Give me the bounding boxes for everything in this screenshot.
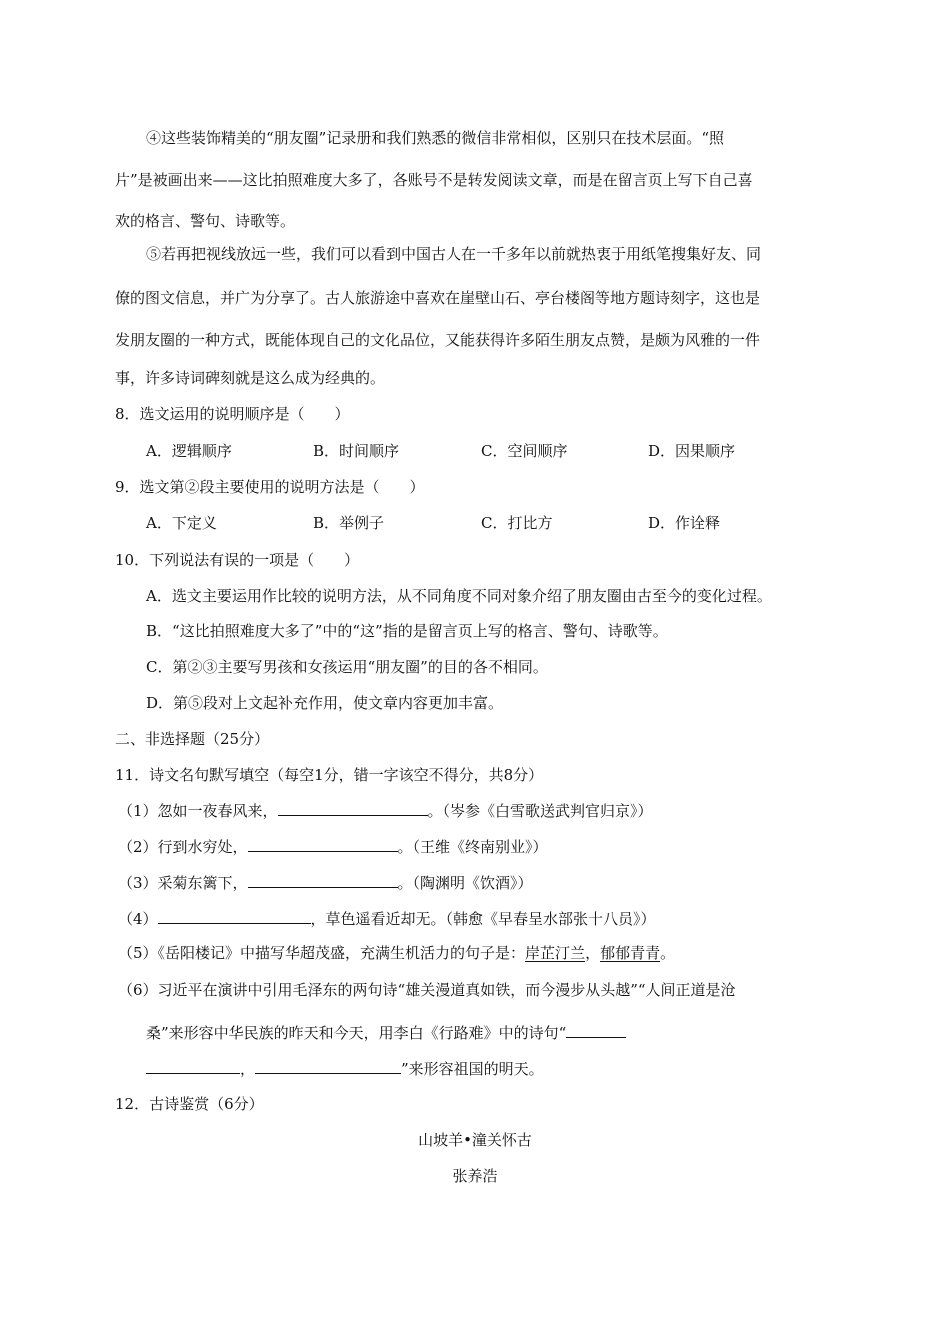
q11-item6-line1: （6）习近平在演讲中引用毛泽东的两句诗“雄关漫道真如铁，而今漫步从头越”“人间正道是沧 <box>118 981 736 999</box>
poem-title: 山坡羊•潼关怀古 <box>418 1131 532 1149</box>
q9-option-d: D．作诠释 <box>648 514 721 532</box>
q11-item5 <box>118 943 675 963</box>
passage-p4-line3: 欢的格言、警句、诗歌等。 <box>115 212 296 230</box>
q11-item4-suffix: ，草色遥看近却无。（韩愈《早春呈水部张十八员》） <box>310 910 656 928</box>
q12-stem: 12．古诗鉴赏（6分） <box>115 1095 264 1113</box>
q11-item5-answer1: 岸芷汀兰 <box>525 944 586 962</box>
section2-heading: 二、非选择题（25分） <box>115 730 270 748</box>
q9-stem: 9．选文第②段主要使用的说明方法是（ ） <box>115 478 425 496</box>
q10-option-c: C．第②③主要写男孩和女孩运用“朋友圈”的目的各不相同。 <box>146 658 548 676</box>
q11-item5-separator: ， <box>585 944 601 962</box>
q11-item1-blank[interactable] <box>278 800 428 816</box>
q11-item5-prefix: （5）《岳阳楼记》中描写华超茂盛，充满生机活力的句子是： <box>118 944 526 962</box>
q10-option-b: B．“这比拍照难度大多了”中的“这”指的是留言页上写的格言、警句、诗歌等。 <box>146 622 668 640</box>
q11-item2-prefix: （2）行到水穷处， <box>118 838 248 856</box>
passage-p5-line4: 事，许多诗词碑刻就是这么成为经典的。 <box>115 369 386 387</box>
q9-option-b: B．举例子 <box>313 514 385 532</box>
q11-item3-prefix: （3）采菊东篱下， <box>118 874 248 892</box>
q11-item4-blank[interactable] <box>158 908 311 924</box>
q11-item6-blank1[interactable] <box>566 1022 626 1038</box>
passage-p5-line3: 发朋友圈的一种方式，既能体现自己的文化品位，又能获得许多陌生朋友点赞，是颇为风雅的一件 <box>115 331 761 349</box>
q8-option-b: B．时间顺序 <box>313 442 400 460</box>
q11-item2-suffix: 。（王维《终南别业》） <box>397 838 548 856</box>
passage-p4-line2: 片”是被画出来——这比拍照难度大多了，各账号不是转发阅读文章，而是在留言页上写下自己喜 <box>115 171 753 189</box>
passage-p5-line2: 僚的图文信息，并广为分享了。古人旅游途中喜欢在崖壁山石、亭台楼阁等地方题诗刻字，这也是 <box>115 289 761 307</box>
passage-p4-line1: ④这些装饰精美的“朋友圈”记录册和我们熟悉的微信非常相似，区别只在技术层面。“照 <box>146 129 725 147</box>
passage-p5-line1: ⑤若再把视线放远一些，我们可以看到中国古人在一千多年以前就热衷于用纸笔搜集好友、同 <box>146 245 762 263</box>
q11-item6-blank2[interactable] <box>255 1058 401 1074</box>
q10-option-d: D．第⑤段对上文起补充作用，使文章内容更加丰富。 <box>146 694 504 712</box>
q11-item6-line2 <box>146 1022 626 1043</box>
poem-author: 张养浩 <box>452 1167 498 1185</box>
q11-item6-line2-text: 桑”来形容中华民族的昨天和今天，用李白《行路难》中的诗句“ <box>146 1024 567 1042</box>
q10-stem: 10．下列说法有误的一项是（ ） <box>115 551 360 569</box>
q11-item1-prefix: （1）忽如一夜春风来， <box>118 802 278 820</box>
q11-item3-suffix: 。（陶渊明《饮酒》） <box>397 874 533 892</box>
q11-item3-blank[interactable] <box>248 872 398 888</box>
q11-item4 <box>118 908 656 929</box>
q11-stem: 11．诗文名句默写填空（每空1分，错一字该空不得分，共8分） <box>115 766 544 784</box>
q11-item3 <box>118 872 533 893</box>
q11-item4-prefix: （4） <box>118 910 158 928</box>
q8-option-c: C．空间顺序 <box>481 442 568 460</box>
q8-option-d: D．因果顺序 <box>648 442 736 460</box>
q11-item1-suffix: 。（岑参《白雪歌送武判官归京》） <box>427 802 653 820</box>
q11-item1 <box>118 800 653 821</box>
q11-item6-end: ”来形容祖国的明天。 <box>401 1060 544 1078</box>
q11-item6-separator: ， <box>240 1060 256 1078</box>
q9-option-a: A．下定义 <box>146 514 217 532</box>
q11-item5-end: 。 <box>660 944 676 962</box>
q9-option-c: C．打比方 <box>481 514 553 532</box>
q11-item6-blank1-cont[interactable] <box>146 1058 240 1074</box>
q11-item5-answer2: 郁郁青青 <box>600 944 661 962</box>
q10-option-a: A．选文主要运用作比较的说明方法，从不同角度不同对象介绍了朋友圈由古至今的变化过程。 <box>146 587 772 605</box>
q11-item6-line3 <box>146 1058 544 1079</box>
q11-item2-blank[interactable] <box>248 836 398 852</box>
q8-stem: 8．选文运用的说明顺序是（ ） <box>115 405 350 423</box>
q11-item2 <box>118 836 548 857</box>
q8-option-a: A．逻辑顺序 <box>146 442 232 460</box>
